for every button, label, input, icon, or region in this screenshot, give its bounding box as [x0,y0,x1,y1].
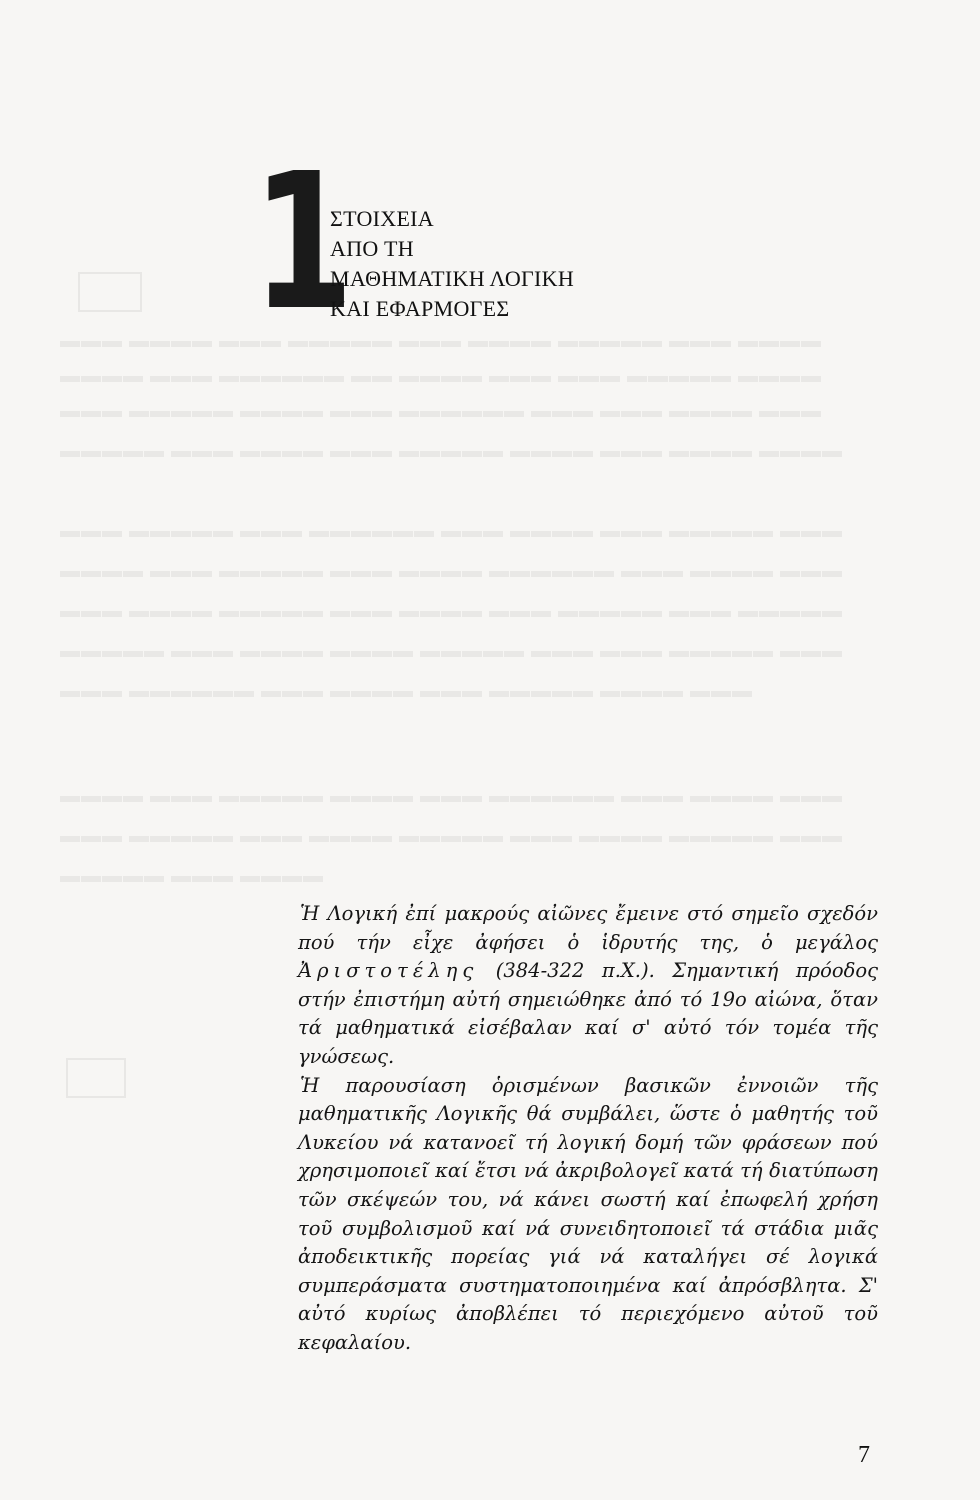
chapter-title-line: ΜΑΘΗΜΑΤΙΚΗ ΛΟΓΙΚΗ [330,266,575,291]
intro-text: Ἡ Λογική ἐπί μακρούς αἰῶνες ἔμεινε στό σημεῖο σχεδόν πού τήν εἶχε ἀφήσει ὁ ἱδρυτής της, ὁ μεγάλος [298,902,878,954]
chapter-title-line: ΚΑΙ ΕΦΑΡΜΟΓΕΣ [330,296,510,321]
show-through-line: ▬▬▬ ▬▬▬▬▬ ▬▬▬ ▬▬▬▬▬▬ ▬▬▬ ▬▬▬▬ ▬▬▬ ▬▬▬▬▬ ▬▬▬ [60,520,843,542]
chapter-title-line: ΣΤΟΙΧΕΙΑ [330,206,434,231]
show-through-line: ▬▬▬ ▬▬▬▬▬▬ ▬▬▬ ▬▬▬▬ ▬▬▬ ▬▬▬▬▬ ▬▬▬▬ ▬▬▬ [60,680,753,702]
chapter-introduction [298,900,878,1358]
page-number: 7 [858,1442,870,1468]
show-through-line: ▬▬▬▬▬ ▬▬▬ ▬▬▬▬ ▬▬▬ ▬▬▬▬▬ ▬▬▬▬ ▬▬▬ ▬▬▬▬ ▬▬▬▬ [60,440,843,462]
aristotle-name: Ἀριστοτέλης [298,959,479,983]
show-through-line: ▬▬▬ ▬▬▬▬ ▬▬▬▬▬ ▬▬▬ ▬▬▬▬ ▬▬▬ ▬▬▬▬▬ ▬▬▬ ▬▬▬▬▬ [60,600,843,622]
intro-paragraph-1 [298,900,878,1072]
show-through-line: ▬▬▬▬ ▬▬▬ ▬▬▬▬▬ ▬▬▬ ▬▬▬▬ ▬▬▬▬▬▬ ▬▬▬ ▬▬▬▬ ▬▬▬ [60,560,843,582]
chapter-number: 1 [252,133,355,352]
chapter-title-line: ΑΠΟ ΤΗ [330,236,414,261]
show-through-box [78,272,142,312]
chapter-title [330,204,574,324]
intro-paragraph-2: Ἡ παρουσίαση ὁρισμένων βασικῶν ἐννοιῶν τῆς μαθηματικῆς Λογικῆς θά συμβάλει, ὥστε ὁ μαθητής τοῦ Λυκείου νά κατανοεῖ τή λογική δομή τῶν φράσεων πού χρησιμοποιεῖ καί ἔτσι νά ἀκριβολογεῖ κατά τή διατύπωση τῶν σκέψεών του, νά κάνει σωστή καί ἐπωφελή χρήση τοῦ συμβολισμοῦ καί νά συνειδητοποιεῖ τά στάδια μιᾶς ἀποδεικτικῆς πορείας γιά νά καταλήγει σέ λογικά συμπεράσματα συστηματοποιημένα καί ἀπρόσβλητα. Σ' αὐτό κυρίως ἀποβλέπει τό περιεχόμενο αὐτοῦ τοῦ κεφαλαίου. [298,1073,878,1354]
show-through-line: ▬▬▬ ▬▬▬▬▬ ▬▬▬▬ ▬▬▬ ▬▬▬▬▬▬ ▬▬▬ ▬▬▬ ▬▬▬▬ ▬▬▬ [60,400,822,422]
show-through-line: ▬▬▬▬ ▬▬▬ ▬▬▬▬▬ ▬▬▬▬ ▬▬▬ ▬▬▬▬▬▬ ▬▬▬ ▬▬▬▬ ▬▬▬ [60,785,843,807]
show-through-line: ▬▬▬ ▬▬▬▬▬ ▬▬▬ ▬▬▬▬ ▬▬▬▬▬ ▬▬▬ ▬▬▬▬ ▬▬▬▬▬ ▬▬▬ [60,825,843,847]
show-through-box [66,1058,126,1098]
intro-text: (384-322 π.Χ.). Σημαντική πρόοδος στήν ἐπιστήμη αὐτή σημειώθηκε ἀπό τό 19ο αἰώνα, ὅταν τά μαθηματικά εἰσέβαλαν καί σ' αὐτό τόν τομέα τῆς γνώσεως. [298,959,878,1068]
show-through-line: ▬▬▬▬▬ ▬▬▬ ▬▬▬▬ [60,865,324,887]
show-through-line: ▬▬▬ ▬▬▬▬ ▬▬▬ ▬▬▬▬▬ ▬▬▬ ▬▬▬▬ ▬▬▬▬▬ ▬▬▬ ▬▬▬▬ [60,330,822,352]
show-through-line: ▬▬▬▬▬ ▬▬▬ ▬▬▬▬ ▬▬▬▬ ▬▬▬▬▬ ▬▬▬ ▬▬▬ ▬▬▬▬▬ ▬▬▬ [60,640,843,662]
show-through-line: ▬▬▬▬ ▬▬▬ ▬▬▬▬▬▬ ▬▬ ▬▬▬▬ ▬▬▬ ▬▬▬ ▬▬▬▬▬ ▬▬▬▬ [60,365,822,387]
